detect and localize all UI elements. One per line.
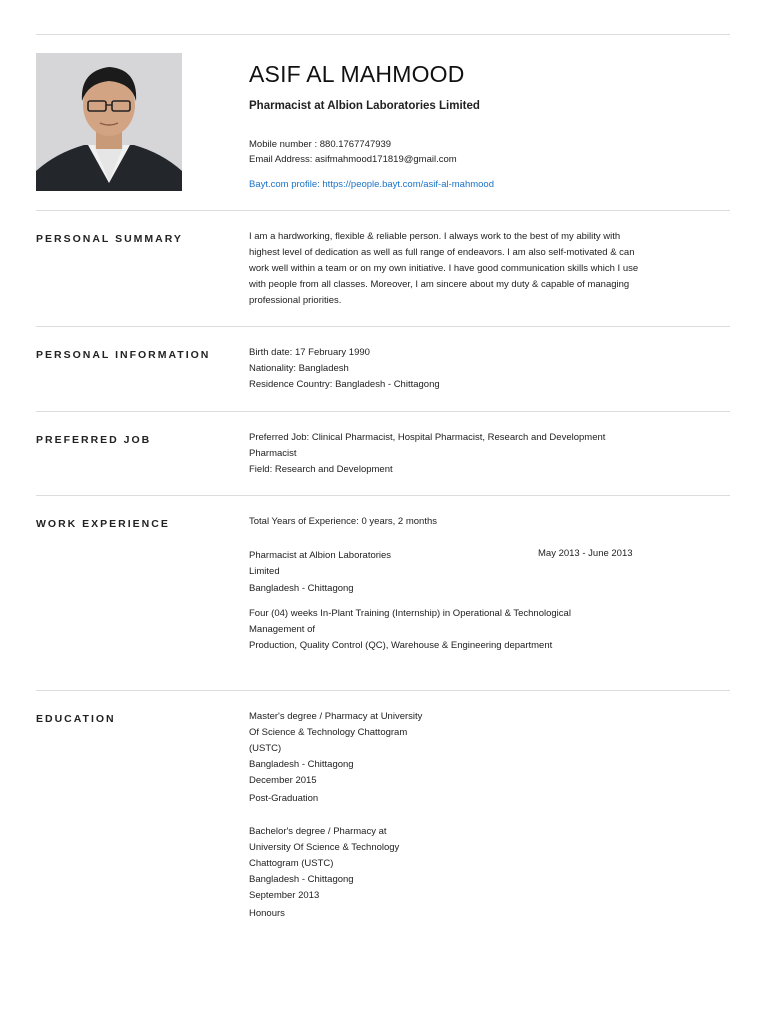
profile-photo: [36, 53, 182, 191]
divider-top: [36, 34, 730, 35]
candidate-name: ASIF AL MAHMOOD: [249, 61, 465, 87]
preferred-job-body: [249, 430, 649, 478]
section-title-preferred-job: PREFERRED JOB: [36, 434, 152, 446]
mobile-number: Mobile number : 880.1767747939: [249, 139, 392, 150]
education-masters: [249, 709, 649, 807]
degree-date: September 2013: [249, 890, 320, 901]
section-title-work-experience: WORK EXPERIENCE: [36, 518, 170, 530]
job-dates: May 2013 - June 2013: [538, 548, 633, 559]
email-address: Email Address: asifmahmood171819@gmail.com: [249, 154, 457, 165]
job-location: Bangladesh - Chittagong: [249, 583, 354, 594]
job-role: Limited: [249, 566, 280, 577]
bayt-profile-link[interactable]: [249, 179, 494, 190]
summary-text: I am a hardworking, flexible & reliable person. I always work to the best of my ability with highest level of dedication as well as full range of endeavors. I am also self-motivated & can work well within a team or on my own initiative. I have good communication skills which I use with people from all classes. Moreover, I am sincere about my duty & capable of managing professional priorities.: [249, 231, 639, 306]
job-description-line: Production, Quality Control (QC), Warehouse & Engineering department: [249, 640, 553, 651]
degree-location: Bangladesh - Chittagong: [249, 874, 354, 885]
work-total-years: [249, 514, 649, 530]
summary-body: [249, 229, 649, 309]
section-title-personal-information: PERSONAL INFORMATION: [36, 349, 211, 361]
work-entry: [249, 548, 649, 597]
job-description-line: Four (04) weeks In-Plant Training (Internship) in Operational & Technological: [249, 608, 571, 619]
profile-label: Bayt.com profile:: [249, 179, 323, 190]
job-role: Pharmacist at Albion Laboratories: [249, 550, 392, 561]
personal-info-body: [249, 345, 649, 393]
candidate-headline: Pharmacist at Albion Laboratories Limited: [249, 100, 480, 112]
degree-date: December 2015: [249, 775, 317, 786]
work-description: [249, 606, 649, 654]
divider: [36, 690, 730, 691]
degree-location: Bangladesh - Chittagong: [249, 759, 354, 770]
divider: [36, 411, 730, 412]
section-title-personal-summary: PERSONAL SUMMARY: [36, 233, 183, 245]
degree-line: Master's degree / Pharmacy at University: [249, 711, 423, 722]
degree-line: Of Science & Technology Chattogram: [249, 727, 408, 738]
residence-country: Residence Country: Bangladesh - Chittagong: [249, 379, 440, 390]
degree-line: University Of Science & Technology: [249, 842, 400, 853]
degree-line: (USTC): [249, 743, 282, 754]
education-bachelors: [249, 824, 649, 922]
divider: [36, 210, 730, 211]
preferred-field: Field: Research and Development: [249, 464, 393, 475]
degree-line: Chattogram (USTC): [249, 858, 334, 869]
degree-line: Bachelor's degree / Pharmacy at: [249, 826, 387, 837]
divider: [36, 495, 730, 496]
preferred-job-line: Pharmacist: [249, 448, 297, 459]
total-experience: Total Years of Experience: 0 years, 2 months: [249, 516, 437, 527]
birth-date: Birth date: 17 February 1990: [249, 347, 370, 358]
job-description-line: Management of: [249, 624, 316, 635]
degree-note: Honours: [249, 908, 285, 919]
divider: [36, 326, 730, 327]
nationality: Nationality: Bangladesh: [249, 363, 349, 374]
profile-url[interactable]: https://people.bayt.com/asif-al-mahmood: [322, 179, 495, 190]
preferred-job-line: Preferred Job: Clinical Pharmacist, Hospital Pharmacist, Research and Development: [249, 432, 606, 443]
degree-note: Post-Graduation: [249, 793, 319, 804]
section-title-education: EDUCATION: [36, 713, 116, 725]
